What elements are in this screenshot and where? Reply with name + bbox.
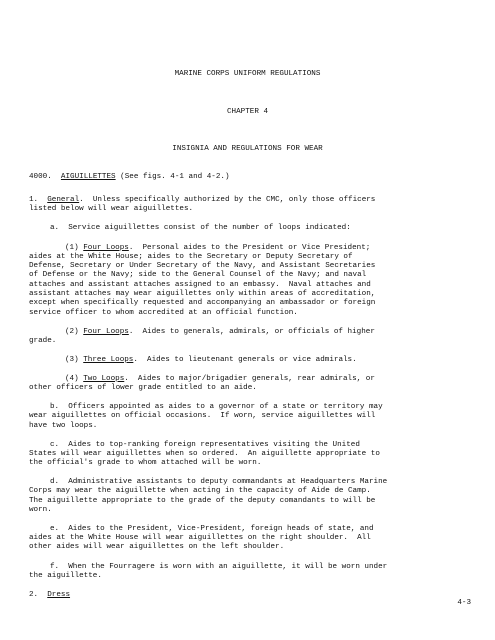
loops-3-heading: Three Loops <box>83 356 134 364</box>
section-title: AIGUILLETTES <box>60 173 116 181</box>
paragraph-1-line-1: 1. General. Unless specifically authorized by the CMC, only those officers <box>29 196 376 204</box>
paragraph-d-line-4: worn. <box>29 506 52 514</box>
loops-1-line-1: (1) Four Loops. Personal aides to the President or Vice President; <box>65 244 371 252</box>
loops-4-line-1: (4) Two Loops. Aides to major/brigadier generals, rear admirals, or <box>65 375 375 383</box>
paragraph-e-line-3: other aides will wear aiguillettes on the left shoulder. <box>29 543 285 551</box>
page-number: 4-3 <box>457 599 471 607</box>
running-header: MARINE CORPS UNIFORM REGULATIONS <box>174 70 321 78</box>
loops-1-line-5: attaches and assistant attaches assigned to an embassy. Naval attaches and <box>29 281 371 289</box>
paragraph-b-line-1: b. Officers appointed as aides to a governor of a state or territory may <box>50 403 383 411</box>
loops-3-line-1: (3) Three Loops. Aides to lieutenant generals or vice admirals. <box>65 356 357 364</box>
loops-1-line-6: assistant attaches may wear aiguillettes only within areas of accreditation, <box>29 290 376 298</box>
loops-1-line-4: of Defense or the Navy; side to the General Counsel of the Navy; and naval <box>29 271 367 279</box>
loops-1-line-3: Defense, Secretary or Under Secretary of the Navy, and Assistant Secretaries <box>29 262 376 270</box>
section-number: 4000. <box>29 173 52 181</box>
loops-1-line-2: aides at the White House; aides to the Secretary or Deputy Secretary of <box>29 253 353 261</box>
chapter-number: CHAPTER 4 <box>226 108 268 116</box>
paragraph-c-line-1: c. Aides to top-ranking foreign representatives visiting the United <box>50 441 360 449</box>
section-heading <box>29 173 230 182</box>
section-ref: (See figs. 4-1 and 4-2.) <box>115 173 230 181</box>
loops-1-line-8: service officer to whom accredited at an official function. <box>29 309 298 317</box>
paragraph-b-line-3: have two loops. <box>29 422 98 430</box>
paragraph-1-heading: General <box>47 196 80 204</box>
paragraph-f-line-2: the aiguillette. <box>29 572 102 580</box>
paragraph-a: a. Service aiguillettes consist of the number of loops indicated: <box>50 224 351 232</box>
chapter-title: INSIGNIA AND REGULATIONS FOR WEAR <box>172 145 323 153</box>
loops-2-heading: Four Loops <box>83 328 129 336</box>
loops-2-line-1: (2) Four Loops. Aides to generals, admirals, or officials of higher <box>65 328 375 336</box>
paragraph-b-line-2: wear aiguillettes on official occasions. If worn, service aiguillettes will <box>29 412 376 420</box>
paragraph-f-line-1: f. When the Fourragere is worn with an aiguillette, it will be worn under <box>50 563 388 571</box>
loops-1-line-7: except when specifically requested and accompanying an ambassador or foreign <box>29 299 376 307</box>
paragraph-d-line-3: The aiguillette appropriate to the grade of the deputy comandants to will be <box>29 497 376 505</box>
paragraph-c-line-3: the official's grade to whom attached will be worn. <box>29 459 262 467</box>
paragraph-1-line-2: listed below will wear aiguillettes. <box>29 205 194 213</box>
paragraph-d-line-2: Corps may wear the aiguillette when acting in the capacity of Aide de Camp. <box>29 487 371 495</box>
paragraph-e-line-2: aides at the White House will wear aiguillettes on the right shoulder. All <box>29 534 371 542</box>
dress-heading: Dress <box>47 591 71 599</box>
paragraph-e-line-1: e. Aides to the President, Vice-President, foreign heads of state, and <box>50 525 374 533</box>
loops-4-heading: Two Loops <box>83 375 125 383</box>
paragraph-2-heading: 2. Dress <box>29 591 71 599</box>
loops-4-line-2: other officers of lower grade entitled to an aide. <box>29 384 257 392</box>
paragraph-c-line-2: States will wear aiguillettes when so ordered. An aiguillette appropriate to <box>29 450 380 458</box>
loops-2-line-2: grade. <box>29 337 57 345</box>
paragraph-d-line-1: d. Administrative assistants to deputy commandants at Headquarters Marine <box>50 478 388 486</box>
loops-1-heading: Four Loops <box>83 244 129 252</box>
